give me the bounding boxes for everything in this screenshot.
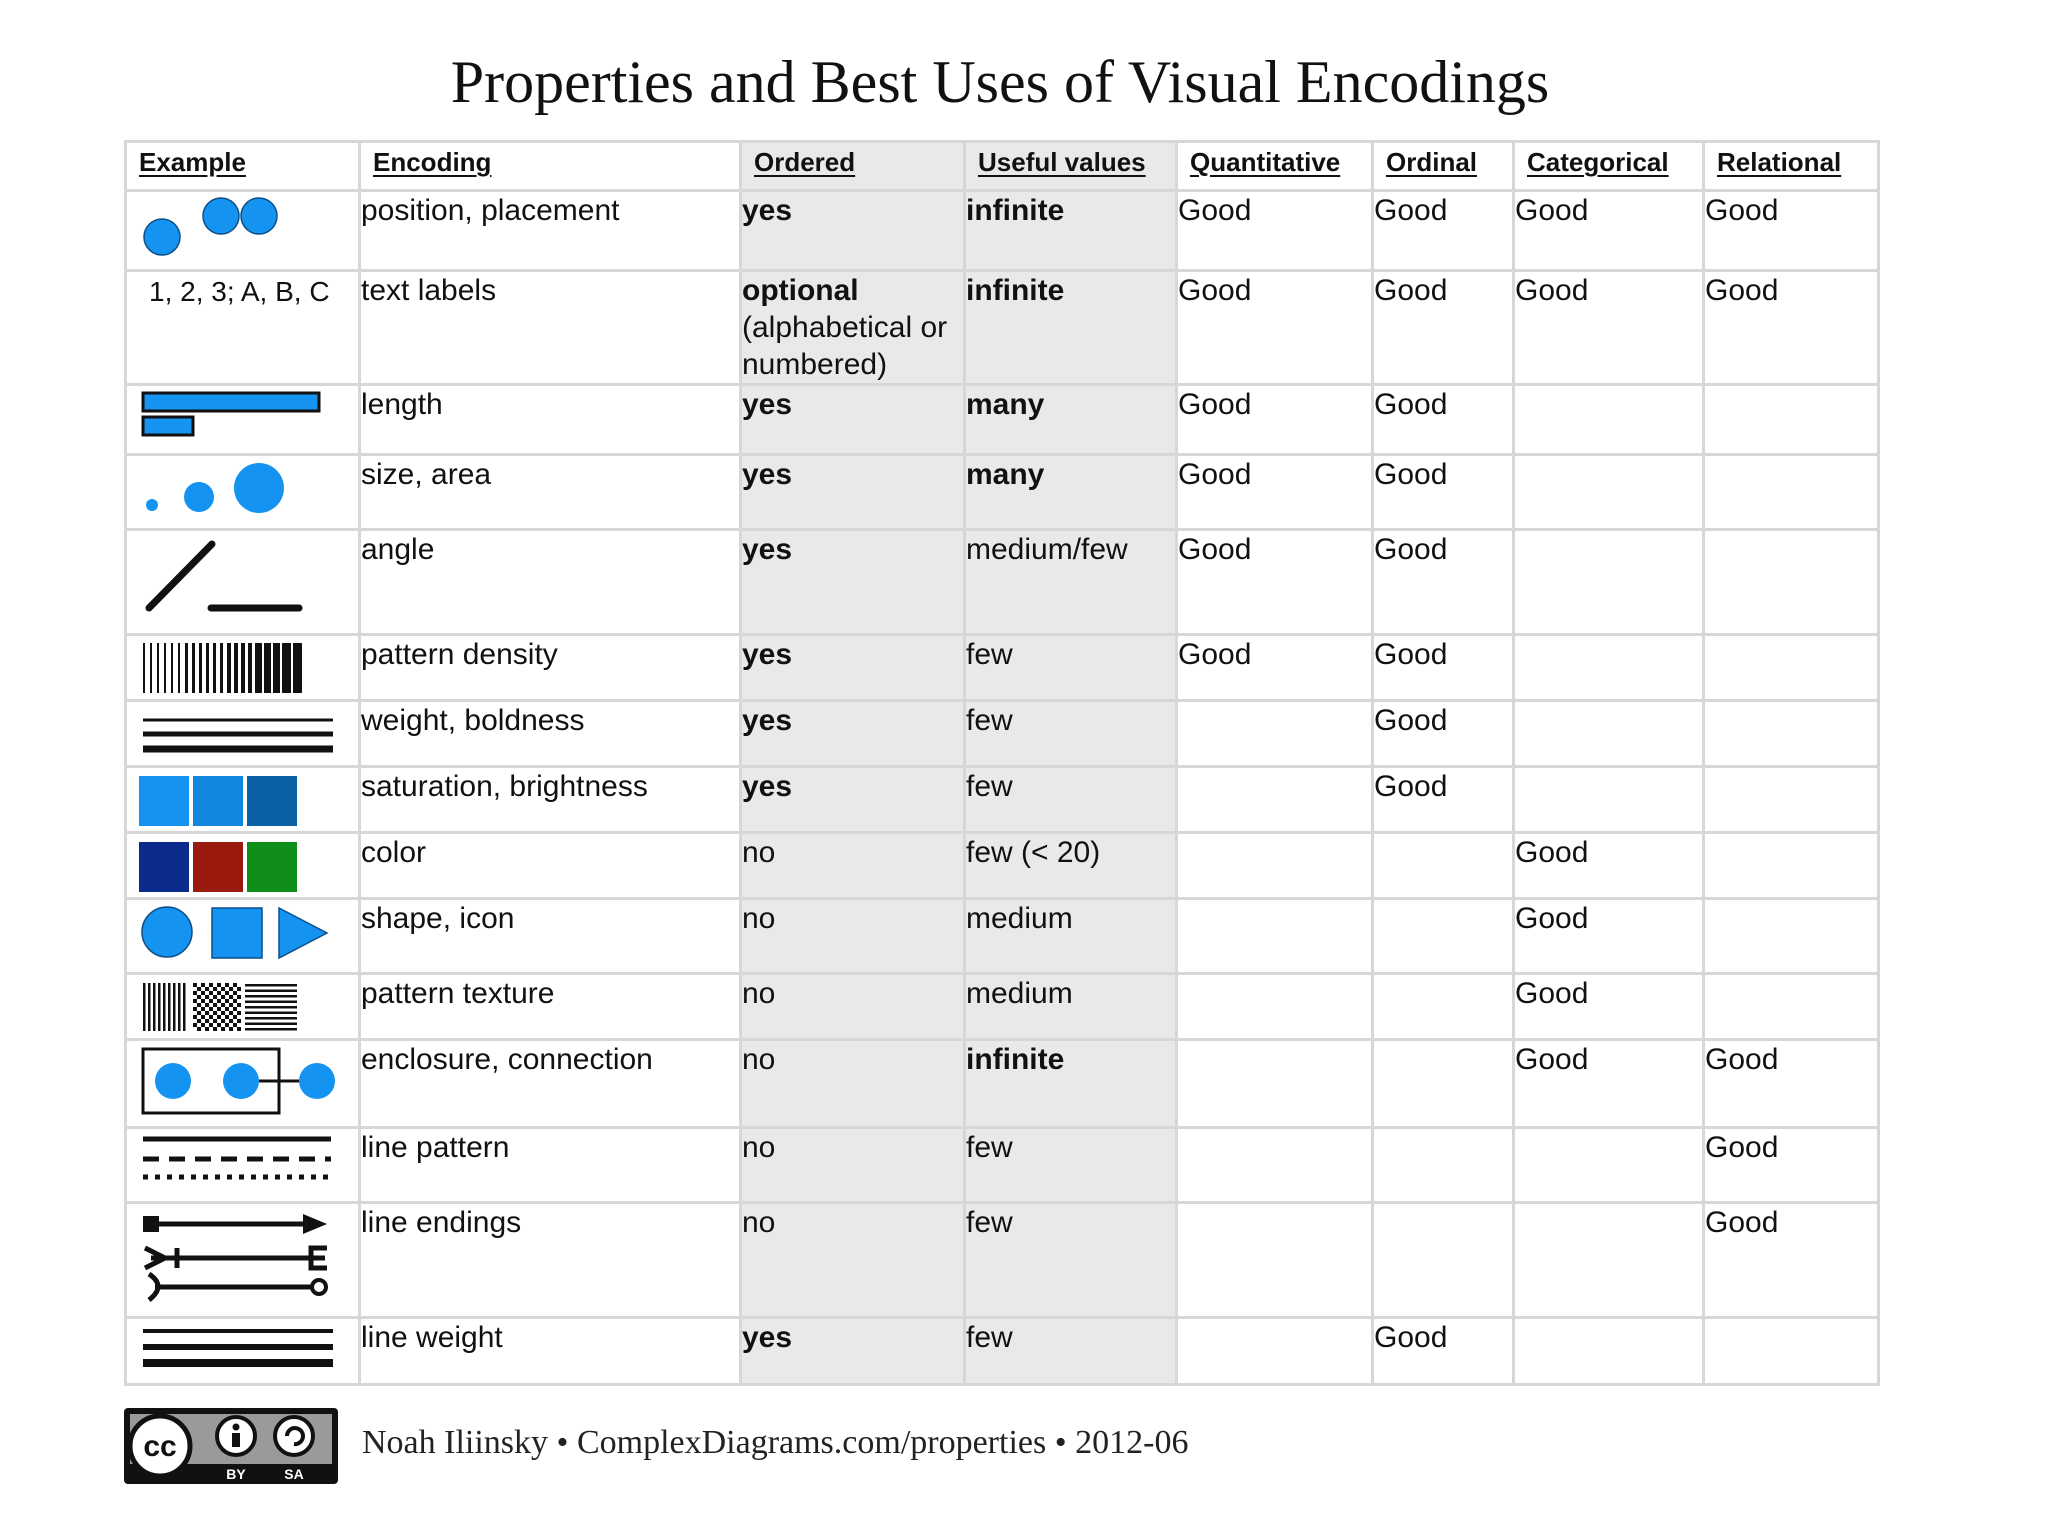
categorical-cell [1514, 455, 1704, 530]
ordinal-cell: Good [1373, 701, 1514, 767]
header-row [126, 142, 1879, 191]
categorical-cell [1514, 530, 1704, 635]
encoding-cell: text labels [360, 271, 741, 385]
encoding-cell: weight, boldness [360, 701, 741, 767]
ordinal-cell: Good [1373, 271, 1514, 385]
header-relational: Relational [1704, 142, 1879, 191]
pattern-density-icon [127, 636, 357, 698]
ordered-cell [741, 1318, 965, 1385]
quantitative-cell [1177, 1040, 1373, 1128]
example-cell [126, 1128, 360, 1203]
relational-cell [1704, 899, 1879, 974]
example-cell [126, 271, 360, 385]
footer [124, 1408, 1524, 1488]
ordinal-cell: Good [1373, 455, 1514, 530]
quantitative-cell: Good [1177, 635, 1373, 701]
ordered-value: no [742, 902, 776, 935]
example-cell [126, 974, 360, 1040]
useful-values-cell: medium [965, 974, 1177, 1040]
ordinal-cell: Good [1373, 530, 1514, 635]
ordered-value: yes [742, 388, 793, 421]
example-cell [126, 767, 360, 833]
quantitative-cell [1177, 899, 1373, 974]
relational-cell [1704, 455, 1879, 530]
saturation-swatches-icon [127, 768, 357, 830]
useful-values-cell: few [965, 1128, 1177, 1203]
table-row [126, 767, 1879, 833]
categorical-cell: Good [1514, 1040, 1704, 1128]
table-row [126, 635, 1879, 701]
example-cell [126, 1040, 360, 1128]
quantitative-cell: Good [1177, 191, 1373, 271]
ordered-cell [741, 701, 965, 767]
table-row [126, 271, 1879, 385]
quantitative-cell [1177, 833, 1373, 899]
example-cell [126, 191, 360, 271]
ordered-value: yes [742, 194, 793, 227]
table-row [126, 385, 1879, 455]
ordinal-cell [1373, 833, 1514, 899]
relational-cell [1704, 701, 1879, 767]
ordinal-cell: Good [1373, 385, 1514, 455]
relational-cell [1704, 1318, 1879, 1385]
quantitative-cell: Good [1177, 530, 1373, 635]
ordered-value: no [742, 977, 776, 1010]
ordered-cell [741, 635, 965, 701]
license-tag-by: BY [226, 1466, 246, 1482]
example-cell [126, 385, 360, 455]
categorical-cell [1514, 385, 1704, 455]
encoding-cell: size, area [360, 455, 741, 530]
header-useful-values: Useful values [965, 142, 1177, 191]
ordinal-cell: Good [1373, 191, 1514, 271]
encodings-table [124, 140, 1880, 1386]
ordered-cell [741, 899, 965, 974]
ordinal-cell: Good [1373, 1318, 1514, 1385]
quantitative-cell: Good [1177, 271, 1373, 385]
encoding-cell: position, placement [360, 191, 741, 271]
size-circles-icon [127, 456, 357, 527]
relational-cell [1704, 767, 1879, 833]
ordered-cell [741, 191, 965, 271]
useful-values-cell: medium/few [965, 530, 1177, 635]
ordered-cell [741, 833, 965, 899]
useful-values-cell: few [965, 635, 1177, 701]
example-cell [126, 530, 360, 635]
relational-cell [1704, 530, 1879, 635]
encoding-cell: line weight [360, 1318, 741, 1385]
ordered-value: optional [742, 274, 859, 307]
ordered-value: yes [742, 770, 793, 803]
encoding-cell: line endings [360, 1203, 741, 1318]
quantitative-cell [1177, 1203, 1373, 1318]
ordered-value: no [742, 1131, 776, 1164]
useful-values-cell: infinite [965, 271, 1177, 385]
example-cell [126, 1203, 360, 1318]
relational-cell: Good [1704, 271, 1879, 385]
table-row [126, 701, 1879, 767]
ordered-cell [741, 767, 965, 833]
ordered-cell [741, 271, 965, 385]
example-cell [126, 455, 360, 530]
example-text: 1, 2, 3; A, B, C [149, 276, 330, 307]
line-endings-icon [127, 1204, 357, 1315]
enclosure-connection-icon [127, 1041, 357, 1125]
line-weight-icon [127, 1319, 357, 1382]
useful-values-cell: many [965, 455, 1177, 530]
ordered-cell [741, 1040, 965, 1128]
encoding-cell: line pattern [360, 1128, 741, 1203]
table-row [126, 530, 1879, 635]
header-ordinal: Ordinal [1373, 142, 1514, 191]
ordered-value: yes [742, 458, 793, 491]
ordered-value: yes [742, 1321, 793, 1354]
table-row [126, 1318, 1879, 1385]
table-row [126, 191, 1879, 271]
table-row [126, 899, 1879, 974]
encoding-cell: pattern texture [360, 974, 741, 1040]
example-cell [126, 701, 360, 767]
pattern-texture-icon [127, 975, 357, 1037]
categorical-cell: Good [1514, 899, 1704, 974]
categorical-cell [1514, 1128, 1704, 1203]
example-cell [126, 899, 360, 974]
categorical-cell [1514, 701, 1704, 767]
header-ordered: Ordered [741, 142, 965, 191]
categorical-cell: Good [1514, 833, 1704, 899]
quantitative-cell: Good [1177, 455, 1373, 530]
ordinal-cell: Good [1373, 767, 1514, 833]
encoding-cell: pattern density [360, 635, 741, 701]
useful-values-cell: few (< 20) [965, 833, 1177, 899]
ordinal-cell [1373, 1203, 1514, 1318]
ordered-cell [741, 1203, 965, 1318]
quantitative-cell [1177, 974, 1373, 1040]
ordered-value: yes [742, 704, 793, 737]
ordinal-cell [1373, 974, 1514, 1040]
ordinal-cell: Good [1373, 635, 1514, 701]
ordered-value: no [742, 1043, 776, 1076]
ordered-value: no [742, 1206, 776, 1239]
table-row [126, 455, 1879, 530]
table-row [126, 833, 1879, 899]
encoding-cell: angle [360, 530, 741, 635]
header-example: Example [126, 142, 360, 191]
example-cell [126, 635, 360, 701]
table-row [126, 1040, 1879, 1128]
ordered-cell [741, 385, 965, 455]
relational-cell: Good [1704, 191, 1879, 271]
ordered-value: no [742, 836, 776, 869]
length-bars-icon [127, 386, 357, 452]
weight-lines-icon [127, 702, 357, 764]
ordinal-cell [1373, 1128, 1514, 1203]
useful-values-cell: infinite [965, 1040, 1177, 1128]
ordered-cell [741, 1128, 965, 1203]
categorical-cell: Good [1514, 191, 1704, 271]
ordered-value: yes [742, 533, 793, 566]
useful-values-cell: medium [965, 899, 1177, 974]
header-encoding: Encoding [360, 142, 741, 191]
shapes-icon [127, 900, 357, 971]
useful-values-cell: few [965, 1203, 1177, 1318]
ordered-cell [741, 530, 965, 635]
ordinal-cell [1373, 899, 1514, 974]
ordered-cell [741, 455, 965, 530]
encoding-cell: enclosure, connection [360, 1040, 741, 1128]
useful-values-cell: few [965, 1318, 1177, 1385]
table-row [126, 1203, 1879, 1318]
quantitative-cell: Good [1177, 385, 1373, 455]
svg-text:cc: cc [143, 1430, 177, 1463]
relational-cell [1704, 385, 1879, 455]
ordinal-cell [1373, 1040, 1514, 1128]
quantitative-cell [1177, 701, 1373, 767]
color-swatches-icon [127, 834, 357, 896]
quantitative-cell [1177, 767, 1373, 833]
encoding-cell: length [360, 385, 741, 455]
useful-values-cell: infinite [965, 191, 1177, 271]
categorical-cell: Good [1514, 271, 1704, 385]
relational-cell [1704, 974, 1879, 1040]
example-cell [126, 833, 360, 899]
categorical-cell [1514, 767, 1704, 833]
ordered-note: (alphabetical or numbered) [742, 311, 948, 381]
relational-cell: Good [1704, 1203, 1879, 1318]
ordered-cell [741, 974, 965, 1040]
encoding-cell: saturation, brightness [360, 767, 741, 833]
categorical-cell [1514, 1203, 1704, 1318]
header-quantitative: Quantitative [1177, 142, 1373, 191]
relational-cell: Good [1704, 1128, 1879, 1203]
useful-values-cell: few [965, 701, 1177, 767]
categorical-cell: Good [1514, 974, 1704, 1040]
page-title: Properties and Best Uses of Visual Encodings [450, 49, 1550, 115]
credit-line: Noah Iliinsky • ComplexDiagrams.com/properties • 2012-06 [362, 1424, 1189, 1461]
relational-cell [1704, 635, 1879, 701]
line-pattern-icon [127, 1129, 357, 1200]
relational-cell [1704, 833, 1879, 899]
useful-values-cell: many [965, 385, 1177, 455]
encoding-cell: shape, icon [360, 899, 741, 974]
table-row [126, 974, 1879, 1040]
header-categorical: Categorical [1514, 142, 1704, 191]
quantitative-cell [1177, 1128, 1373, 1203]
relational-cell: Good [1704, 1040, 1879, 1128]
example-cell [126, 1318, 360, 1385]
categorical-cell [1514, 1318, 1704, 1385]
license-tag-sa: SA [284, 1466, 304, 1482]
table-row [126, 1128, 1879, 1203]
cc-by-sa-icon [124, 1408, 338, 1484]
useful-values-cell: few [965, 767, 1177, 833]
position-circles-icon [127, 192, 357, 268]
ordered-value: yes [742, 638, 793, 671]
encoding-cell: color [360, 833, 741, 899]
quantitative-cell [1177, 1318, 1373, 1385]
angle-lines-icon [127, 531, 357, 632]
categorical-cell [1514, 635, 1704, 701]
